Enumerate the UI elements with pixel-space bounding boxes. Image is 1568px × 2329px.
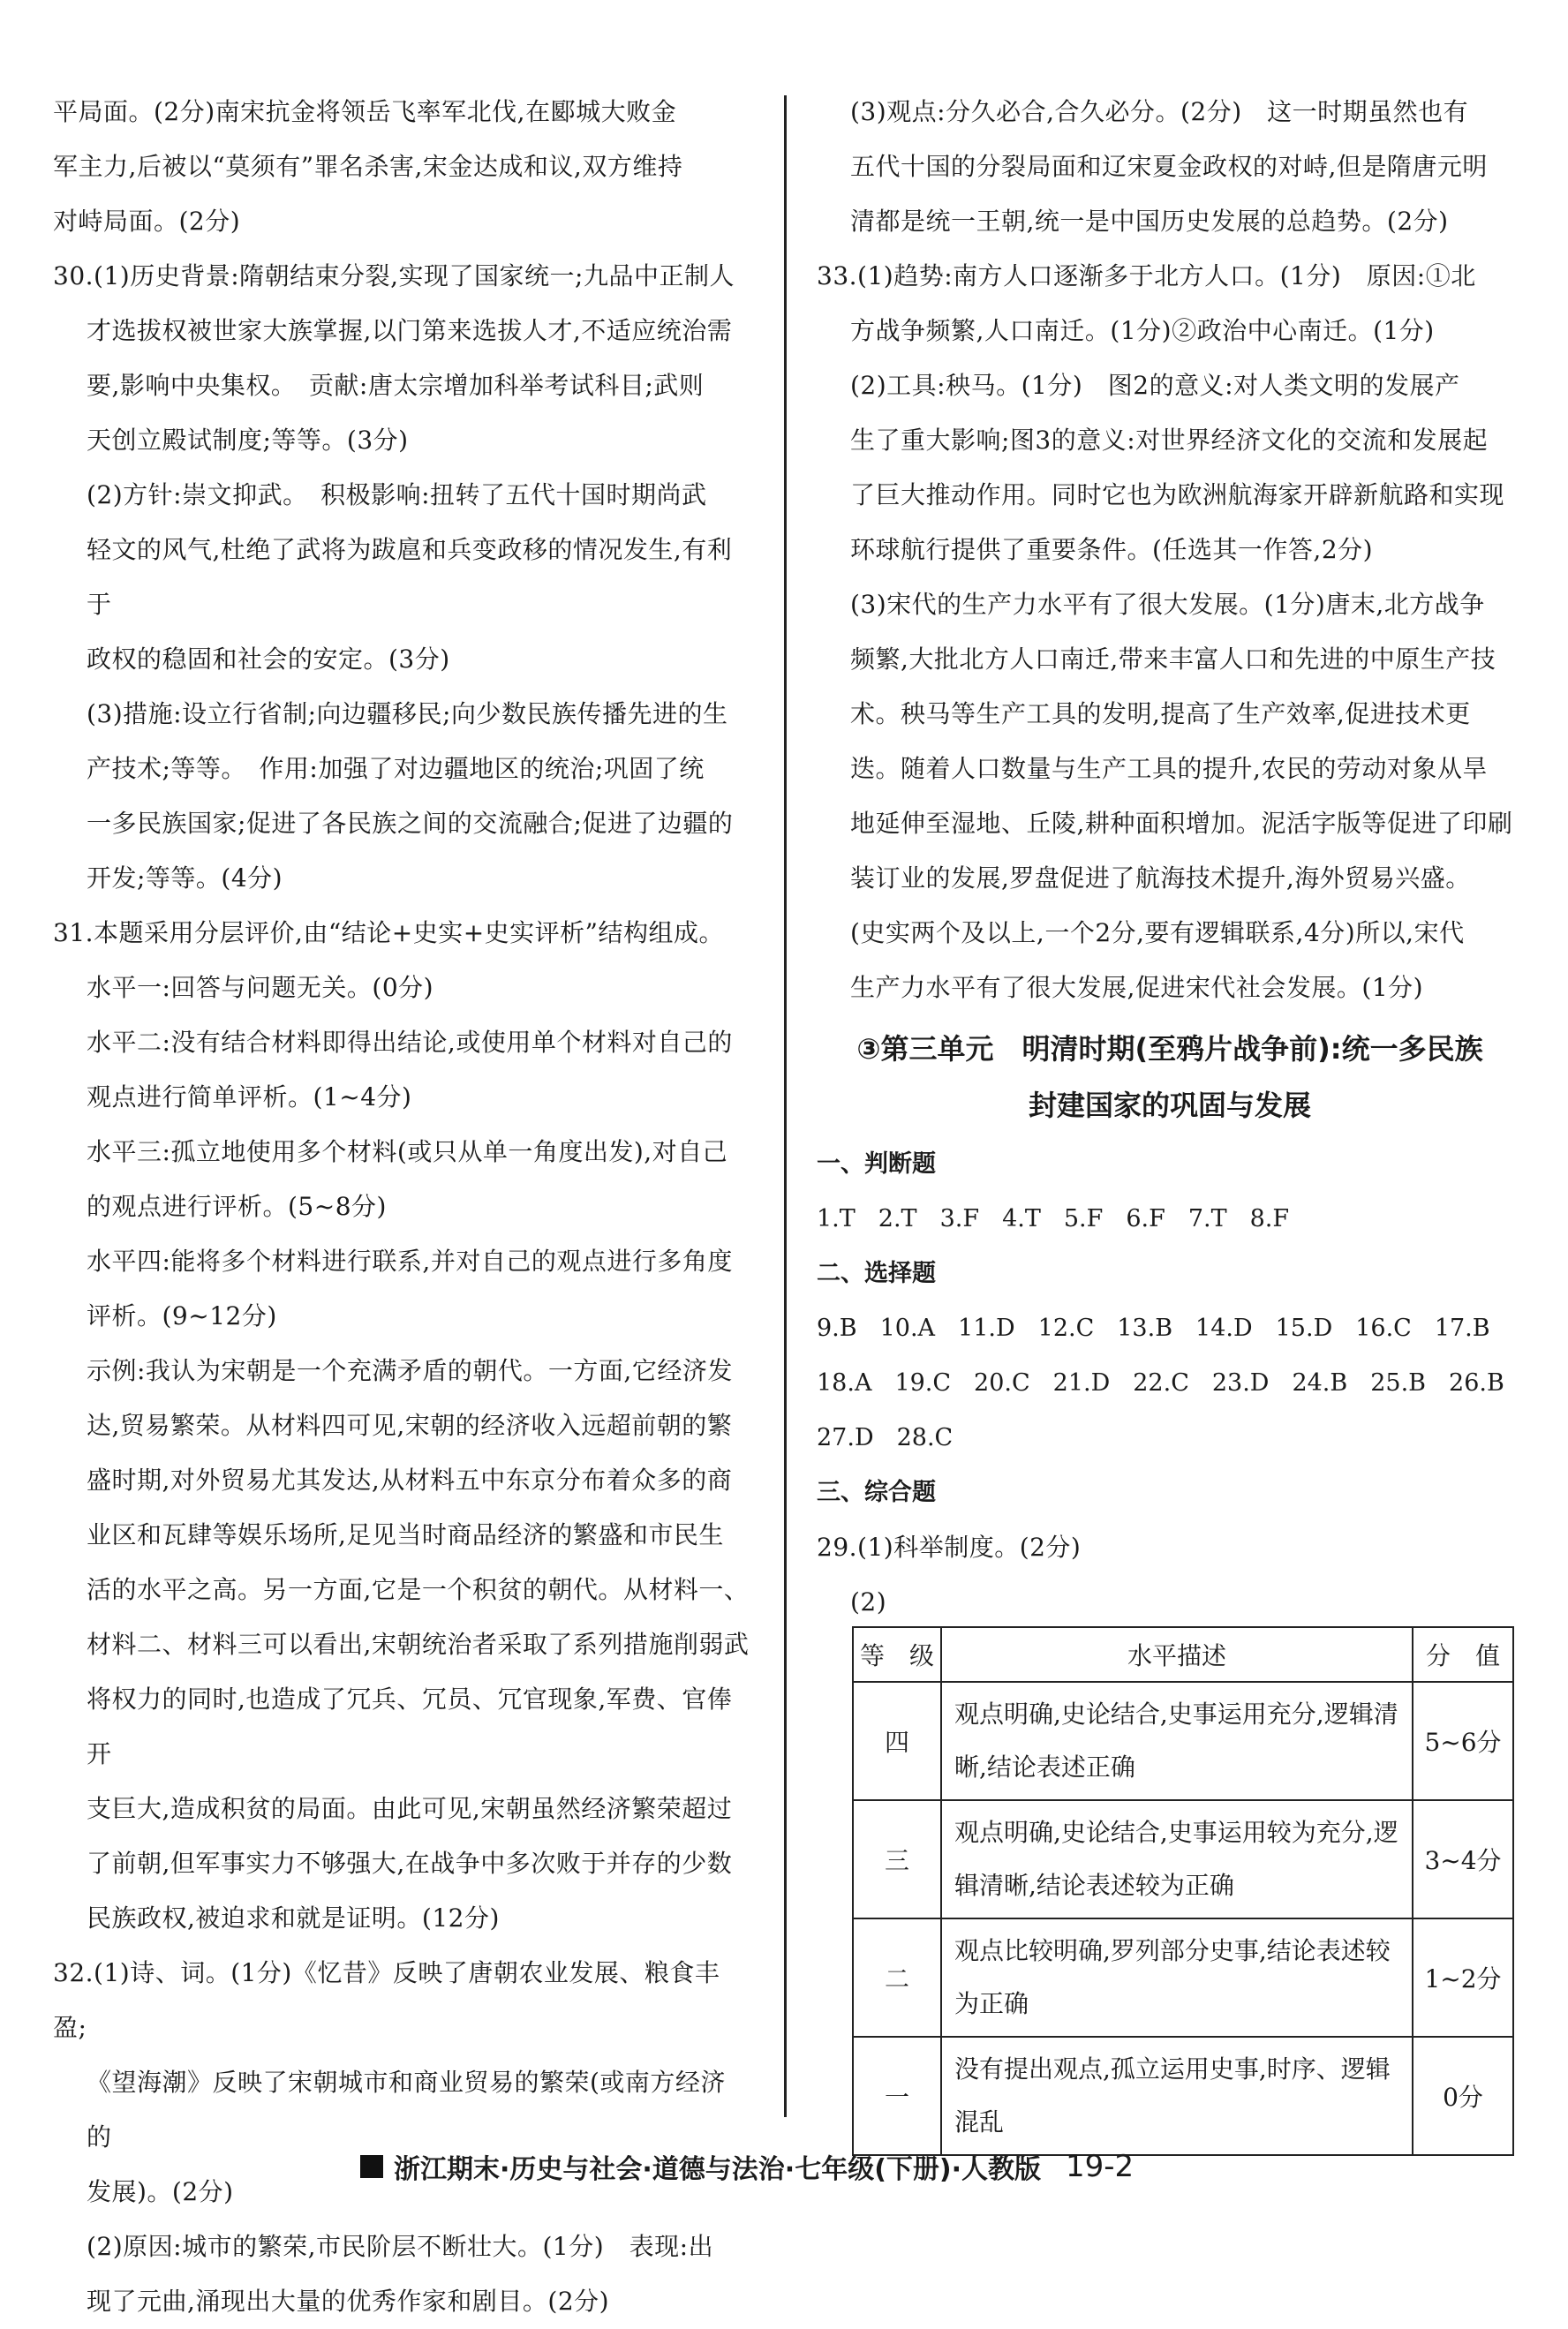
section-true-false-heading: 一、判断题 <box>817 1150 936 1178</box>
text-line: 天创立殿试制度;等等。(3分) <box>87 426 409 455</box>
answer-item: 3.F <box>939 1205 980 1232</box>
text-line: 业区和瓦肆等娱乐场所,足见当时商品经济的繁盛和市民生 <box>87 1520 724 1549</box>
page-footer <box>360 2147 1134 2186</box>
text-line: 盛时期,对外贸易尤其发达,从材料五中东京分布着众多的商 <box>87 1466 733 1495</box>
text-line: (3)措施:设立行省制;向边疆移民;向少数民族传播先进的生 <box>87 699 728 728</box>
text-line: (史实两个及以上,一个2分,要有逻辑联系,4分)所以,宋代 <box>850 918 1465 947</box>
left-column <box>53 85 750 2329</box>
column-divider <box>784 95 787 2117</box>
true-false-answers <box>817 1192 1523 1247</box>
text-line: 民族政权,被迫求和就是证明。(12分) <box>87 1903 500 1933</box>
text-line: 水平四:能将多个材料进行联系,并对自己的观点进行多角度 <box>87 1247 733 1276</box>
answer-item: 2.T <box>878 1205 917 1232</box>
text-line: 了前朝,但军事实力不够强大,在战争中多次败于并存的少数 <box>87 1849 733 1878</box>
text-line: 生产力水平有了很大发展,促进宋代社会发展。(1分) <box>850 973 1424 1002</box>
q29-part2: (2) <box>850 1587 887 1617</box>
answer-item: 11.D <box>958 1315 1015 1342</box>
text-line: 平局面。(2分)南宋抗金将领岳飞率军北伐,在郾城大败金 <box>53 97 677 126</box>
answer-item: 12.C <box>1037 1315 1095 1342</box>
answer-item: 4.T <box>1002 1205 1041 1232</box>
text-line: 水平三:孤立地使用多个材料(或只从单一角度出发),对自己 <box>87 1137 728 1166</box>
row-level: 一 <box>853 2037 941 2155</box>
text-line: 五代十国的分裂局面和辽宋夏金政权的对峙,但是隋唐元明 <box>850 152 1488 181</box>
row-score: 0分 <box>1413 2037 1513 2155</box>
text-line: 地延伸至湿地、丘陵,耕种面积增加。泥活字版等促进了印刷 <box>850 809 1513 838</box>
text-line: 开发;等等。(4分) <box>87 863 283 893</box>
text-line: 活的水平之高。另一方面,它是一个积贫的朝代。从材料一、 <box>87 1575 750 1604</box>
text-line: 水平一:回答与问题无关。(0分) <box>87 973 434 1002</box>
text-line: 装订业的发展,罗盘促进了航海技术提升,海外贸易兴盛。 <box>850 863 1471 893</box>
answer-item: 20.C <box>974 1369 1030 1397</box>
footer-square-icon <box>360 2155 383 2178</box>
footer-text: 浙江期末·历史与社会·道德与法治·七年级(下册)·人教版 <box>394 2154 1042 2185</box>
row-score: 3~4分 <box>1413 1800 1513 1918</box>
answer-item: 5.F <box>1063 1205 1104 1232</box>
answer-item: 28.C <box>896 1424 954 1451</box>
text-line: 材料二、材料三可以看出,宋朝统治者采取了系列措施削弱武 <box>87 1630 750 1659</box>
text-line: 要,影响中央集权。 贡献:唐太宗增加科举考试科目;武则 <box>87 371 705 400</box>
text-line: 32.(1)诗、词。(1分)《忆昔》反映了唐朝农业发展、粮食丰盈; <box>53 1958 720 2042</box>
answer-item: 17.B <box>1434 1315 1490 1342</box>
text-line: 环球航行提供了重要条件。(任选其一作答,2分) <box>850 535 1374 564</box>
text-line: 迭。随着人口数量与生产工具的提升,农民的劳动对象从旱 <box>850 754 1488 783</box>
text-line: 31.本题采用分层评价,由“结论+史实+史实评析”结构组成。 <box>53 918 724 947</box>
text-line: 示例:我认为宋朝是一个充满矛盾的朝代。一方面,它经济发 <box>87 1356 733 1385</box>
table-header-row <box>853 1627 1513 1682</box>
text-line: 生了重大影响;图3的意义:对世界经济文化的交流和发展起 <box>850 426 1489 455</box>
row-level: 四 <box>853 1682 941 1800</box>
choice-answers <box>817 1301 1523 1466</box>
answer-item: 21.D <box>1052 1369 1111 1397</box>
text-line: 《望海潮》反映了宋朝城市和商业贸易的繁荣(或南方经济的 <box>87 2068 726 2152</box>
header-score: 分 值 <box>1413 1627 1513 1682</box>
text-line: 术。秧马等生产工具的发明,提高了生产效率,促进技术更 <box>850 699 1471 728</box>
answer-item: 18.A <box>817 1369 872 1397</box>
text-line: 政权的稳固和社会的安定。(3分) <box>87 644 450 674</box>
answer-item: 13.B <box>1117 1315 1173 1342</box>
answer-row <box>817 1301 1523 1356</box>
text-line: 对峙局面。(2分) <box>53 207 241 236</box>
row-description: 观点比较明确,罗列部分史事,结论表述较为正确 <box>941 1918 1413 2037</box>
text-line: 将权力的同时,也造成了冗兵、冗员、冗官现象,军费、官俸开 <box>87 1685 733 1768</box>
row-description: 没有提出观点,孤立运用史事,时序、逻辑混乱 <box>941 2037 1413 2155</box>
text-line: (3)观点:分久必合,合久必分。(2分) 这一时期虽然也有 <box>850 97 1469 126</box>
answer-item: 10.A <box>879 1315 936 1342</box>
row-description: 观点明确,史论结合,史事运用较为充分,逻辑清晰,结论表述较为正确 <box>941 1800 1413 1918</box>
answer-item: 23.D <box>1211 1369 1270 1397</box>
answer-item: 24.B <box>1292 1369 1348 1397</box>
text-line: 了巨大推动作用。同时它也为欧洲航海家开辟新航路和实现 <box>850 480 1505 509</box>
answer-row <box>817 1411 1523 1466</box>
row-score: 1~2分 <box>1413 1918 1513 2037</box>
text-line: 的观点进行评析。(5~8分) <box>87 1192 387 1221</box>
row-description: 观点明确,史论结合,史事运用充分,逻辑清晰,结论表述正确 <box>941 1682 1413 1800</box>
table-row <box>853 2037 1513 2155</box>
text-line: (2)工具:秧马。(1分) 图2的意义:对人类文明的发展产 <box>850 371 1460 400</box>
answer-item: 9.B <box>817 1315 857 1342</box>
unit-title-line2: 封建国家的巩固与发展 <box>1028 1089 1311 1122</box>
answer-item: 8.F <box>1249 1205 1290 1232</box>
answer-item: 27.D <box>817 1424 874 1451</box>
section-choice-heading: 二、选择题 <box>817 1260 936 1287</box>
text-line: 轻文的风气,杜绝了武将为跋扈和兵变政移的情况发生,有利于 <box>87 535 733 619</box>
text-line: 30.(1)历史背景:隋朝结束分裂,实现了国家统一;九品中正制人 <box>53 261 735 290</box>
text-line: 清都是统一王朝,统一是中国历史发展的总趋势。(2分) <box>850 207 1449 236</box>
unit-title-line1: ③第三单元 明清时期(至鸦片战争前):统一多民族 <box>856 1032 1483 1066</box>
row-level: 三 <box>853 1800 941 1918</box>
q29-part1: 29.(1)科举制度。(2分) <box>817 1533 1082 1562</box>
header-level: 等 级 <box>853 1627 941 1682</box>
text-line: 产技术;等等。 作用:加强了对边疆地区的统治;巩固了统 <box>87 754 705 783</box>
text-line: (2)原因:城市的繁荣,市民阶层不断壮大。(1分) 表现:出 <box>87 2232 714 2261</box>
answer-item: 6.F <box>1126 1205 1165 1232</box>
text-line: (3)宋代的生产力水平有了很大发展。(1分)唐末,北方战争 <box>850 590 1485 619</box>
table-row <box>853 1918 1513 2037</box>
answer-item: 16.C <box>1355 1315 1412 1342</box>
text-line: 方战争频繁,人口南迁。(1分)②政治中心南迁。(1分) <box>850 316 1435 345</box>
text-line: 支巨大,造成积贫的局面。由此可见,宋朝虽然经济繁荣超过 <box>87 1794 733 1823</box>
section-comprehensive-heading: 三、综合题 <box>817 1479 936 1506</box>
text-line: 频繁,大批北方人口南迁,带来丰富人口和先进的中原生产技 <box>850 644 1496 674</box>
text-line: 评析。(9~12分) <box>87 1301 277 1330</box>
text-line: (2)方针:崇文抑武。 积极影响:扭转了五代十国时期尚武 <box>87 480 707 509</box>
text-line: 33.(1)趋势:南方人口逐渐多于北方人口。(1分) 原因:①北 <box>817 261 1476 290</box>
page-number: 19-2 <box>1066 2149 1135 2184</box>
grading-table <box>852 1626 1514 2156</box>
answer-item: 7.T <box>1187 1205 1227 1232</box>
answer-row <box>817 1356 1523 1411</box>
table-row <box>853 1682 1513 1800</box>
answer-item: 25.B <box>1370 1369 1427 1397</box>
row-level: 二 <box>853 1918 941 2037</box>
table-row <box>853 1800 1513 1918</box>
answer-item: 19.C <box>894 1369 952 1397</box>
text-line: 观点进行简单评析。(1~4分) <box>87 1082 412 1112</box>
text-line: 一多民族国家;促进了各民族之间的交流融合;促进了边疆的 <box>87 809 734 838</box>
text-line: 才选拔权被世家大族掌握,以门第来选拔人才,不适应统治需 <box>87 316 733 345</box>
text-line: 水平二:没有结合材料即得出结论,或使用单个材料对自己的 <box>87 1028 733 1057</box>
row-score: 5~6分 <box>1413 1682 1513 1800</box>
right-column <box>817 85 1523 1630</box>
text-line: 发展)。(2分) <box>87 2177 234 2206</box>
right-top-text <box>817 85 1523 1015</box>
answer-item: 15.D <box>1275 1315 1333 1342</box>
header-description: 水平描述 <box>941 1627 1413 1682</box>
text-line: 达,贸易繁荣。从材料四可见,宋朝的经济收入远超前朝的繁 <box>87 1411 733 1440</box>
unit-title <box>817 1021 1523 1134</box>
text-line: 军主力,后被以“莫须有”罪名杀害,宋金达成和议,双方维持 <box>53 152 683 181</box>
answer-item: 22.C <box>1133 1369 1189 1397</box>
text-line: 现了元曲,涌现出大量的优秀作家和剧目。(2分) <box>87 2287 610 2316</box>
answer-item: 1.T <box>817 1205 856 1232</box>
answer-item: 14.D <box>1195 1315 1253 1342</box>
answer-item: 26.B <box>1449 1369 1504 1397</box>
